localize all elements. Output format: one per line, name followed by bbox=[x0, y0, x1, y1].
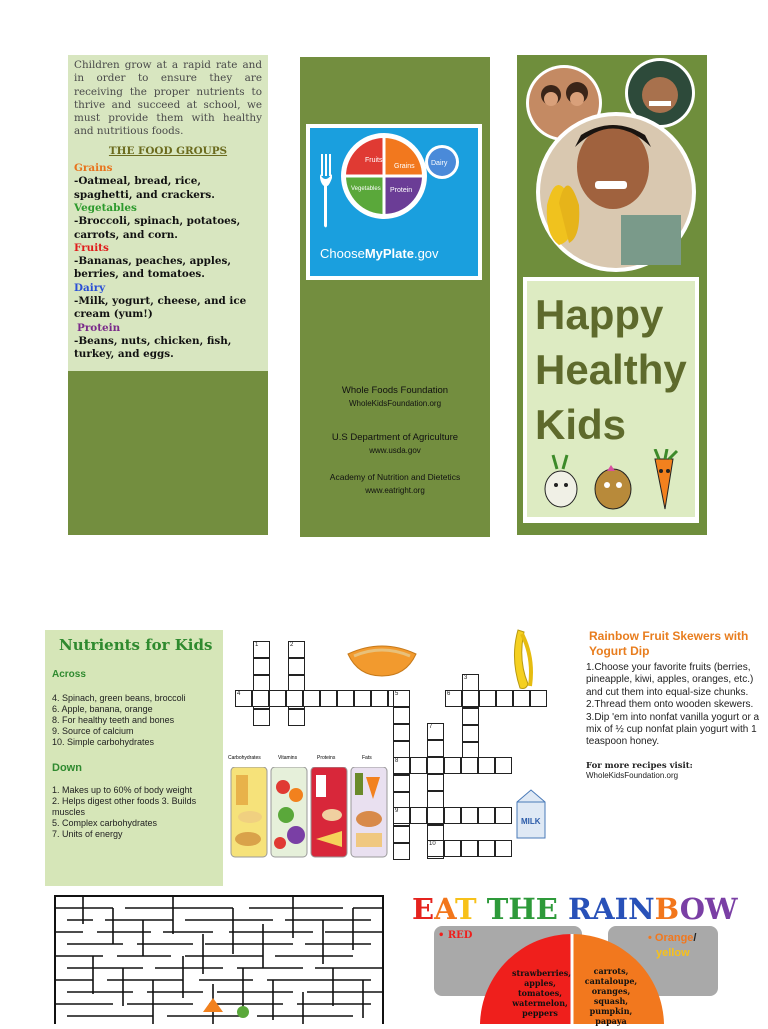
crossword-cell[interactable] bbox=[427, 757, 444, 774]
crossword-cell[interactable] bbox=[393, 775, 410, 792]
crossword-cell[interactable] bbox=[427, 807, 444, 824]
recipe-step: 2.Thread them onto wooden skewers. bbox=[586, 699, 754, 711]
crossword-cell[interactable] bbox=[462, 708, 479, 725]
org-link[interactable]: www.usda.gov bbox=[369, 446, 421, 455]
rainbow-letter: B bbox=[654, 892, 680, 926]
rainbow-letter: T bbox=[455, 892, 477, 926]
category-label: Carbohydrates bbox=[228, 755, 261, 761]
food-group-name: Fruits bbox=[74, 241, 109, 254]
rainbow-letter: H bbox=[508, 892, 536, 926]
maze-icon bbox=[53, 894, 385, 1024]
clue: 6. Apple, banana, orange bbox=[52, 704, 153, 714]
clue-number: 4 bbox=[237, 691, 241, 697]
crossword-cell[interactable] bbox=[427, 740, 444, 757]
maze[interactable] bbox=[53, 894, 385, 1024]
clue: 10. Simple carbohydrates bbox=[52, 737, 155, 747]
crossword-cell[interactable] bbox=[337, 690, 354, 707]
orange-yellow-label bbox=[648, 931, 696, 961]
category-label: Vitamins bbox=[278, 755, 298, 761]
crossword-cell[interactable] bbox=[496, 690, 513, 707]
banana-icon bbox=[504, 628, 538, 692]
crossword-cell[interactable] bbox=[427, 774, 444, 791]
crossword-cell[interactable] bbox=[461, 807, 478, 824]
clue: 9. Source of calcium bbox=[52, 726, 134, 736]
crossword-cell[interactable] bbox=[495, 807, 512, 824]
crossword-cell[interactable] bbox=[444, 840, 461, 857]
crossword-cell[interactable] bbox=[427, 791, 444, 808]
logo-grains: Grains bbox=[394, 163, 415, 170]
crossword-cell[interactable] bbox=[530, 690, 547, 707]
label-slash: / bbox=[693, 932, 697, 944]
rainbow-letter: O bbox=[679, 892, 705, 926]
crossword-cell[interactable] bbox=[288, 658, 305, 675]
more-recipes-link[interactable]: WholeKidsFoundation.org bbox=[586, 770, 679, 780]
crossword-cell[interactable] bbox=[393, 843, 410, 860]
rainbow-letter: E bbox=[535, 892, 558, 926]
rainbow-letter: N bbox=[628, 892, 655, 926]
org-name: U.S Department of Agriculture bbox=[331, 432, 459, 443]
food-group-name: Dairy bbox=[74, 281, 106, 294]
rainbow-letter: R bbox=[567, 892, 593, 926]
orange-label: • Orange bbox=[648, 932, 694, 944]
category-label: Proteins bbox=[317, 755, 336, 761]
food-group-desc: -Milk, yogurt, cheese, and ice cream (yum!) bbox=[74, 295, 247, 321]
recipe-steps bbox=[586, 662, 766, 749]
clue-number: 5 bbox=[395, 691, 399, 697]
crossword-cell[interactable] bbox=[320, 690, 337, 707]
crossword-cell[interactable] bbox=[354, 690, 371, 707]
crossword-cell[interactable] bbox=[286, 690, 303, 707]
across-heading: Across bbox=[52, 669, 86, 680]
crossword-cell[interactable] bbox=[410, 757, 427, 774]
clue-number: 10 bbox=[429, 841, 436, 847]
recipe-section bbox=[586, 629, 766, 780]
crossword-cell[interactable] bbox=[462, 725, 479, 742]
crossword-cell[interactable] bbox=[478, 757, 495, 774]
food-group-name: Vegetables bbox=[74, 201, 137, 214]
crossword-cell[interactable] bbox=[410, 807, 427, 824]
logo-dairy: Dairy bbox=[431, 160, 448, 167]
red-label: • RED bbox=[438, 930, 473, 941]
clue: 2. Helps digest other foods 3. Builds muscles bbox=[52, 796, 197, 817]
crossword-cell[interactable] bbox=[478, 840, 495, 857]
clue-number: 6 bbox=[447, 691, 451, 697]
food-group-desc: -Oatmeal, bread, rice, spaghetti, and crackers. bbox=[74, 175, 215, 201]
crossword-cell[interactable] bbox=[479, 690, 496, 707]
crossword-cell[interactable] bbox=[393, 826, 410, 843]
category-label: Fats bbox=[362, 755, 372, 761]
rainbow-letter: A bbox=[592, 892, 615, 926]
crossword-cell[interactable] bbox=[393, 707, 410, 724]
rainbow-letter: I bbox=[614, 892, 629, 926]
recipe-step: 1.Choose your favorite fruits (berries, pineapple, kiwi, apples, oranges, etc.) and cut them into equal-size chunks. bbox=[586, 662, 754, 698]
title-line: Kids bbox=[535, 401, 627, 448]
eat-the-rainbow-title bbox=[412, 892, 738, 926]
food-category-chart bbox=[228, 755, 388, 860]
food-groups-title: THE FOOD GROUPS bbox=[108, 144, 228, 157]
cantaloupe-icon bbox=[346, 642, 418, 678]
rainbow-letter: E bbox=[412, 892, 435, 926]
logo-brand-bold: MyPlate bbox=[364, 246, 414, 261]
clue-number: 3 bbox=[464, 675, 468, 681]
more-recipes-label: For more recipes visit: bbox=[586, 760, 693, 771]
crossword-cell[interactable] bbox=[444, 757, 461, 774]
crossword-cell[interactable] bbox=[461, 840, 478, 857]
crossword-cell[interactable] bbox=[253, 658, 270, 675]
rainbow-letter bbox=[477, 892, 487, 926]
crossword-cell[interactable] bbox=[495, 757, 512, 774]
down-heading: Down bbox=[52, 762, 82, 774]
crossword-cell[interactable] bbox=[303, 690, 320, 707]
orange-foods: carrots, cantaloupe, oranges, squash, pumpkin, papaya bbox=[584, 966, 638, 1026]
org-link[interactable]: www.eatright.org bbox=[365, 486, 425, 495]
crossword-cell[interactable] bbox=[269, 690, 286, 707]
clue-number: 7 bbox=[429, 724, 433, 730]
logo-vegetables: Vegetables bbox=[351, 186, 381, 192]
crossword-cell[interactable] bbox=[288, 709, 305, 726]
recipe-title: Rainbow Fruit Skewers with Yogurt Dip bbox=[589, 629, 749, 658]
rainbow-letter: A bbox=[434, 892, 456, 926]
crossword-cell[interactable] bbox=[252, 690, 269, 707]
food-category-icons bbox=[228, 767, 388, 859]
clue-number: 9 bbox=[395, 808, 399, 814]
milk-carton-icon bbox=[513, 786, 549, 840]
food-group-desc: -Broccoli, spinach, potatoes, carrots, and corn. bbox=[74, 215, 241, 241]
red-foods: strawberries, apples, tomatoes, watermelon, peppers bbox=[512, 968, 572, 1018]
crossword-cell[interactable] bbox=[371, 690, 388, 707]
yellow-label: yellow bbox=[656, 947, 690, 959]
crossword-cell[interactable] bbox=[444, 807, 461, 824]
intro-text: Children grow at a rapid rate and in order to ensure they are receiving the proper nutrients to thrive and succeed at school, we must provide them with healthy and nutritious foods. bbox=[74, 59, 262, 138]
nutrients-title: Nutrients for Kids bbox=[59, 636, 213, 654]
milk-label: MILK bbox=[521, 817, 541, 826]
crossword-cell[interactable] bbox=[495, 840, 512, 857]
clue-number: 1 bbox=[255, 642, 259, 648]
crossword-cell[interactable] bbox=[478, 807, 495, 824]
logo-protein: Protein bbox=[390, 187, 413, 194]
food-group-desc: -Bananas, peaches, apples, berries, and tomatoes. bbox=[74, 255, 231, 281]
clue-number: 8 bbox=[395, 758, 399, 764]
logo-brand-pre: Choose bbox=[320, 246, 365, 261]
clue: 4. Spinach, green beans, broccoli bbox=[52, 693, 186, 703]
recipe-step: 3.Dip 'em into nonfat vanilla yogurt or a mix of ½ cup nonfat plain yogurt with 1 teaspoon honey. bbox=[586, 711, 760, 748]
org-link[interactable]: WholeKidsFoundation.org bbox=[348, 399, 442, 408]
clue: 1. Makes up to 60% of body weight bbox=[52, 785, 193, 795]
logo-brand-post: .gov bbox=[413, 246, 439, 261]
clue: 8. For healthy teeth and bones bbox=[52, 715, 175, 725]
org-name: Academy of Nutrition and Dietetics bbox=[329, 472, 461, 482]
food-group-name: Grains bbox=[74, 162, 113, 175]
logo-fruits: Fruits bbox=[365, 157, 383, 164]
crossword-cell[interactable] bbox=[513, 690, 530, 707]
crossword-cell[interactable] bbox=[253, 709, 270, 726]
crossword-cell[interactable] bbox=[461, 757, 478, 774]
org-name: Whole Foods Foundation bbox=[341, 385, 449, 396]
food-group-desc: -Beans, nuts, chicken, fish, turkey, and eggs. bbox=[74, 334, 232, 361]
rainbow-letter: W bbox=[705, 892, 738, 926]
crossword-cell[interactable] bbox=[393, 741, 410, 758]
crossword-cell[interactable] bbox=[393, 724, 410, 741]
rainbow-letter: T bbox=[486, 892, 509, 926]
clue: 7. Units of energy bbox=[52, 829, 123, 839]
food-group-name: Protein bbox=[77, 321, 121, 334]
rainbow-letter bbox=[558, 892, 568, 926]
clue: 5. Complex carbohydrates bbox=[52, 818, 158, 828]
title-line: Happy bbox=[535, 291, 664, 338]
clue-number: 2 bbox=[290, 642, 294, 648]
crossword-cell[interactable] bbox=[462, 690, 479, 707]
title-line: Healthy bbox=[535, 346, 687, 393]
